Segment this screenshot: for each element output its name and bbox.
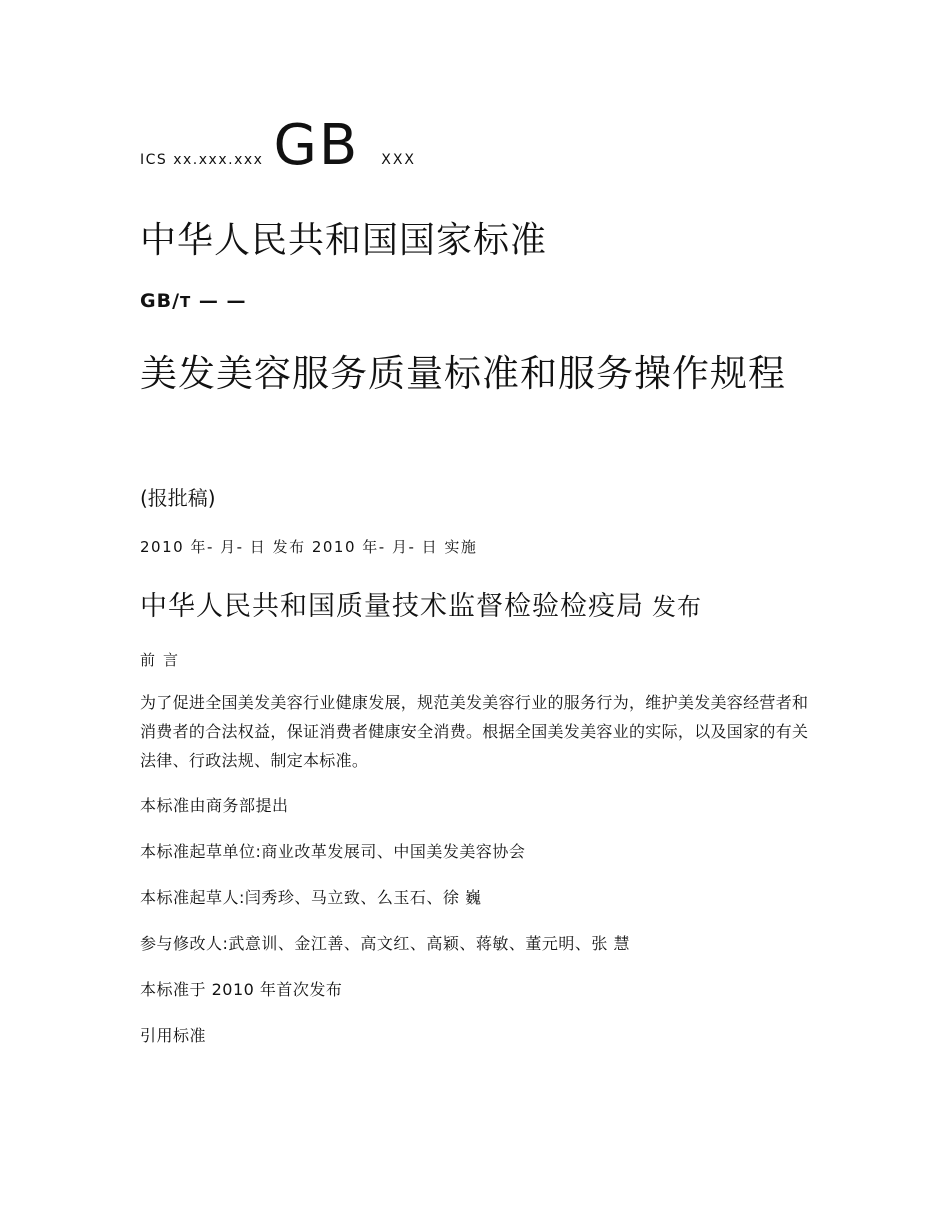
standard-number-prefix: GB/ xyxy=(140,290,181,312)
standard-number-t: T xyxy=(180,293,192,311)
preface-heading: 前言 xyxy=(140,651,187,669)
gb-logo: GB xyxy=(273,113,360,178)
publisher-line xyxy=(140,584,702,623)
publisher-name: 中华人民共和国质量技术监督检验检疫局 xyxy=(140,591,644,622)
preface-item-first-release: 本标准于 2010 年首次发布 xyxy=(140,980,343,999)
dates-line: 2010 年- 月- 日 发布 2010 年- 月- 日 实施 xyxy=(140,538,478,556)
standard-code: XXX xyxy=(381,152,417,168)
draft-note: (报批稿) xyxy=(140,486,216,510)
document-title: 美发美容服务质量标准和服务操作规程 xyxy=(140,352,786,395)
ics-code: ICS xx.xxx.xxx xyxy=(140,152,264,168)
publisher-suffix: 发布 xyxy=(652,593,702,621)
cover-header xyxy=(140,113,417,178)
preface-item-revisers: 参与修改人:武意训、金江善、高文红、高颖、蒋敏、董元明、张 慧 xyxy=(140,934,630,953)
preface-item-drafting-units: 本标准起草单位:商业改革发展司、中国美发美容协会 xyxy=(140,842,526,861)
national-standard-title: 中华人民共和国国家标准 xyxy=(140,220,548,261)
preface-item-references: 引用标准 xyxy=(140,1026,207,1045)
standard-number-suffix: — — xyxy=(191,290,247,312)
preface-paragraph: 为了促进全国美发美容行业健康发展，规范美发美容行业的服务行为，维护美发美容经营者和消费者的合法权益，保证消费者健康安全消费。根据全国美发美容业的实际，以及国家的有关法律、行政法规、制定本标准。 xyxy=(140,693,809,770)
preface-item-drafters: 本标准起草人:闫秀珍、马立致、么玉石、徐 巍 xyxy=(140,888,482,907)
standard-number xyxy=(140,290,247,312)
preface-item-proposer: 本标准由商务部提出 xyxy=(140,796,289,815)
